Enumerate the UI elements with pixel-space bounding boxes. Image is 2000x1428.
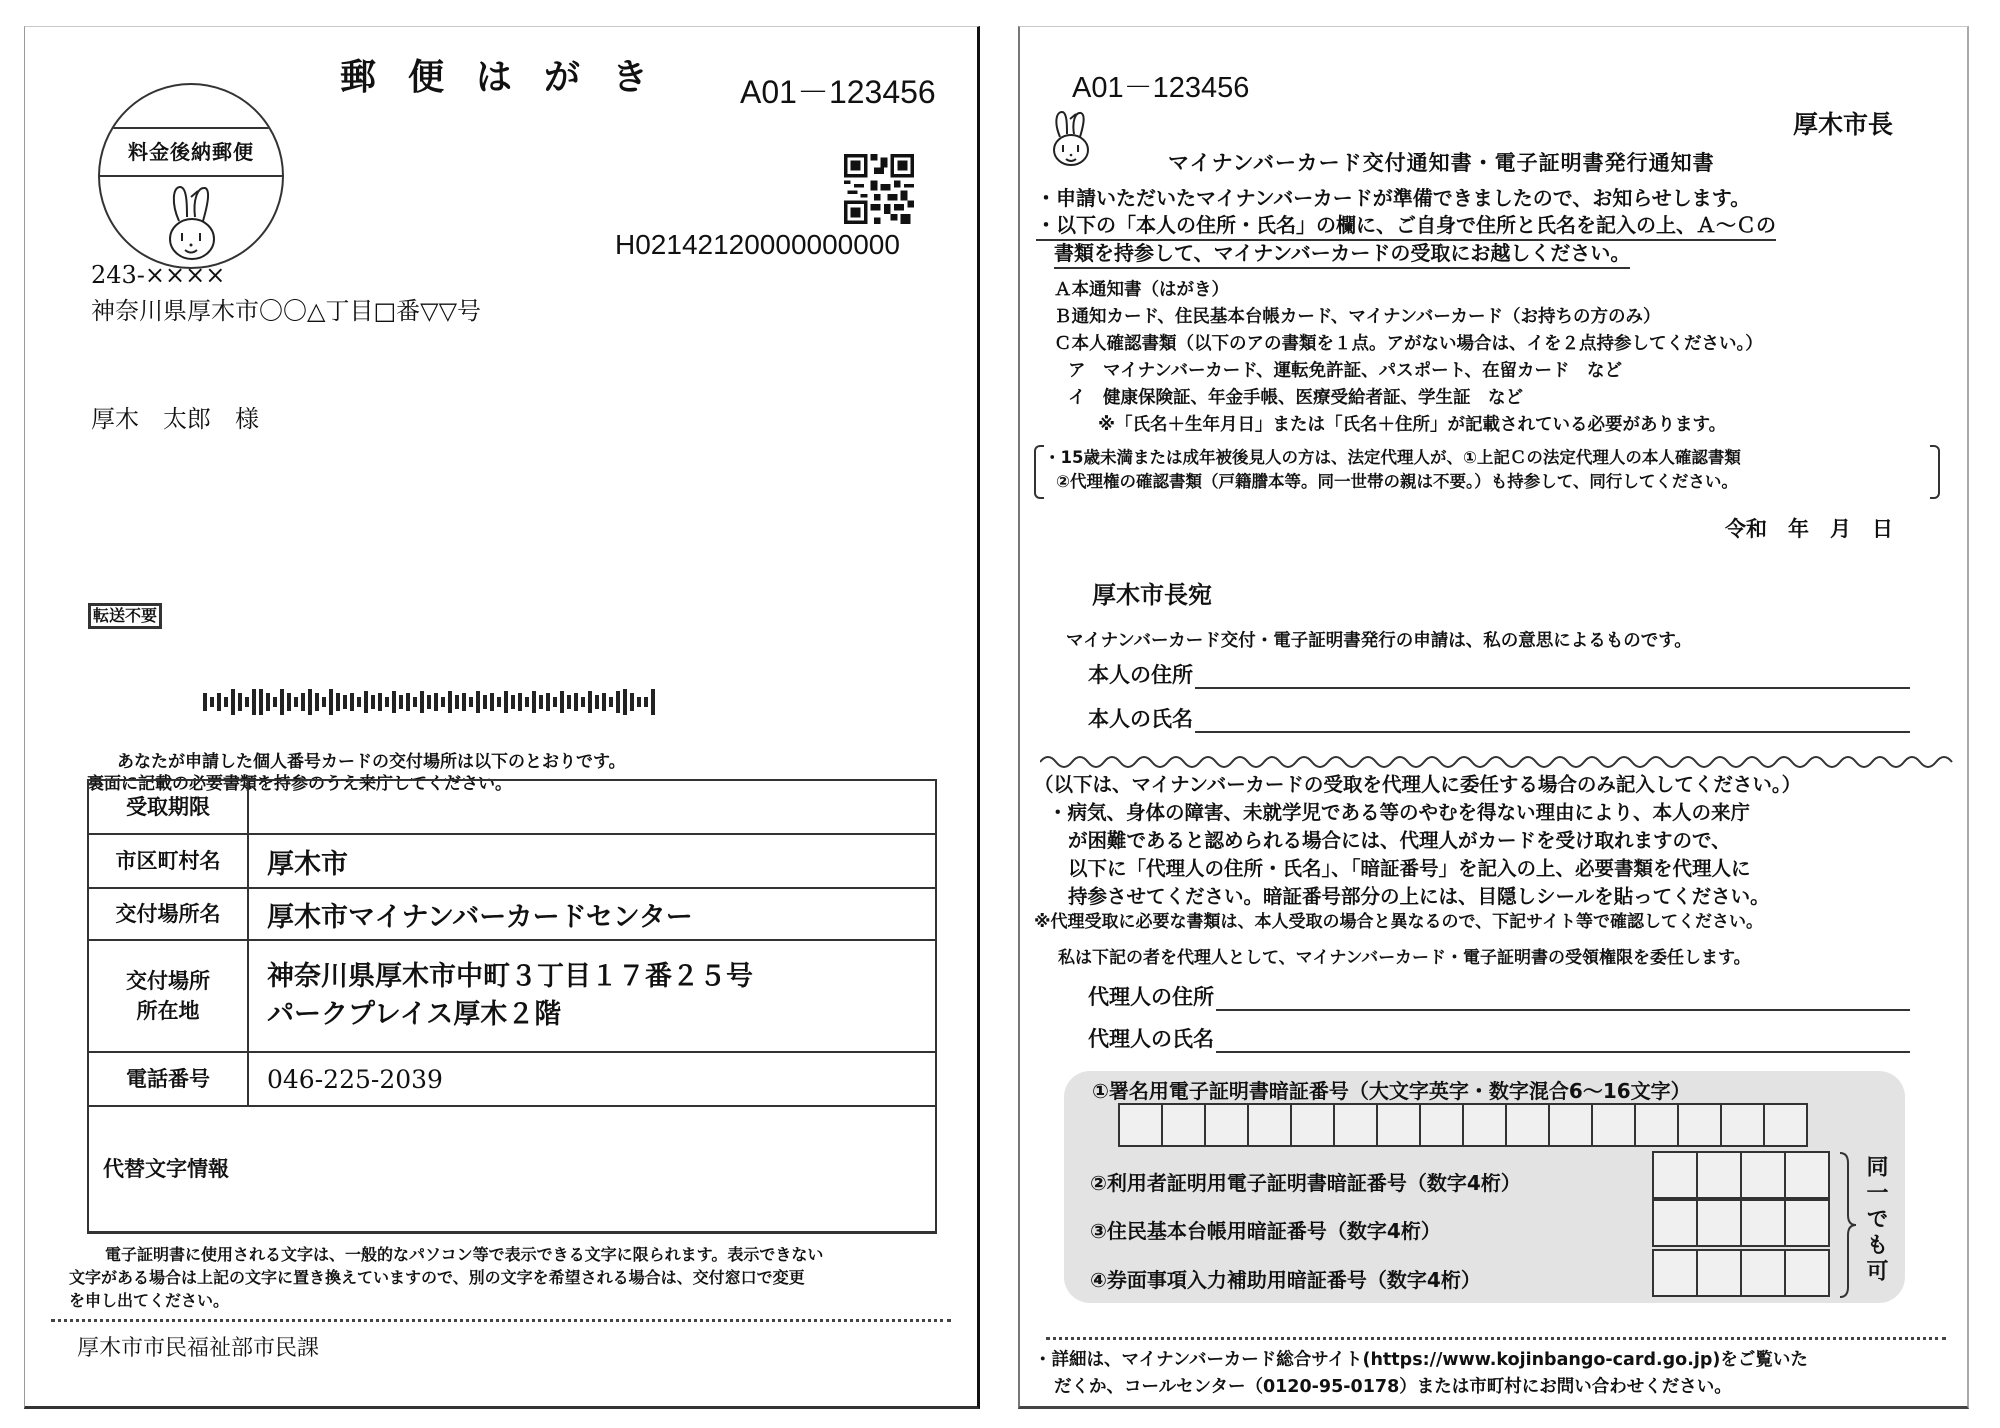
row-label: 受取期限: [88, 780, 248, 834]
address-line: 神奈川県厚木市中町３丁目１７番２５号: [267, 961, 753, 992]
proxy-body-line: 以下に「代理人の住所・氏名」、「暗証番号」を記入の上、必要書類を代理人に: [1068, 857, 1751, 880]
proxy-address-field[interactable]: [1088, 981, 1910, 1011]
table-row: [88, 940, 936, 1052]
table-row: [88, 1106, 936, 1232]
address-line: パークプレイス厚木２階: [267, 999, 562, 1030]
self-address-input-line[interactable]: [1195, 663, 1910, 689]
pin-digit-box[interactable]: [1548, 1103, 1593, 1147]
pin-digit-box[interactable]: [1333, 1103, 1378, 1147]
guardian-note-line-2: ②代理権の確認書類（戸籍謄本等。同一世帯の親は不要。）も持参して、同行してください。: [1056, 472, 1738, 491]
proxy-body-line: 持参させてください。暗証番号部分の上には、目隠しシールを貼ってください。: [1068, 885, 1770, 908]
issue-location-name-value: 厚木市マイナンバーカードセンター: [248, 888, 936, 940]
self-address-field[interactable]: [1088, 659, 1910, 689]
curly-brace-icon: [1838, 1151, 1858, 1299]
proxy-body-line: が困難であると認められる場合には、代理人がカードを受け取れますので、: [1068, 829, 1731, 852]
pin-digit-box[interactable]: [1784, 1151, 1830, 1199]
pin-digit-box[interactable]: [1720, 1103, 1765, 1147]
pin-digit-box[interactable]: [1204, 1103, 1249, 1147]
pin-digit-box[interactable]: [1740, 1249, 1786, 1297]
proxy-name-input-line[interactable]: [1216, 1027, 1910, 1053]
guardian-note-line-1: ・15歳未満または成年被後見人の方は、法定代理人が、①上記Ｃの法定代理人の本人確認書類: [1044, 448, 1741, 467]
proxy-body-line: ・病気、身体の障害、未就学児である等のやむを得ない理由により、本人の来庁: [1048, 801, 1751, 824]
pin-digit-box[interactable]: [1505, 1103, 1550, 1147]
document-title: マイナンバーカード交付通知書・電子証明書発行通知書: [1168, 151, 1715, 175]
tear-line-divider: [51, 1319, 951, 1322]
row-label-line: 所在地: [136, 999, 200, 1023]
tear-line-divider: [1046, 1337, 1946, 1340]
bracket-left: [1034, 445, 1044, 499]
field-label: 本人の氏名: [1088, 707, 1193, 731]
date-line: 令和 年 月 日: [1725, 517, 1893, 541]
notice-line-2: 裏面に記載の必要書類を持参のうえ来庁してください。: [87, 774, 512, 794]
note-line: 文字がある場合は上記の文字に置き換えていますので、別の文字を希望される場合は、交付窓口で変更: [69, 1268, 805, 1287]
table-row: [88, 1052, 936, 1106]
table-row: [88, 834, 936, 888]
row-label: 代替文字情報: [103, 1156, 229, 1181]
proxy-heading: （以下は、マイナンバーカードの受取を代理人に委任する場合のみ記入してください。）: [1034, 773, 1802, 796]
intro-bullet-2: ・以下の「本人の住所・氏名」の欄に、ご自身で住所と氏名を記入の上、Ａ～Ｃの: [1036, 212, 1776, 241]
self-name-field[interactable]: [1088, 703, 1910, 733]
pin-digit-box[interactable]: [1634, 1103, 1679, 1147]
pickup-deadline-value: [248, 780, 936, 834]
table-row: [88, 888, 936, 940]
pin-digit-box[interactable]: [1376, 1103, 1421, 1147]
pin-digit-box[interactable]: [1784, 1249, 1830, 1297]
proxy-note: ※代理受取に必要な書類は、本人受取の場合と異なるので、下記サイト等で確認してください。: [1034, 912, 1763, 932]
pin-digit-box[interactable]: [1763, 1103, 1808, 1147]
pin-digit-box[interactable]: [1652, 1249, 1698, 1297]
self-name-input-line[interactable]: [1195, 707, 1910, 733]
customer-barcode-icon: [203, 687, 655, 717]
pin-code-panel: [1064, 1071, 1905, 1303]
required-doc-c-i: イ 健康保険証、年金手帳、医療受給者証、学生証 など: [1068, 388, 1523, 408]
field-label: 代理人の住所: [1088, 985, 1214, 1009]
note-line: を申し出てください。: [69, 1291, 230, 1310]
proxy-address-input-line[interactable]: [1216, 985, 1910, 1011]
postcard-message-side: [1018, 26, 1969, 1409]
required-doc-a: Ａ本通知書（はがき）: [1054, 280, 1229, 300]
user-auth-pin-boxes[interactable]: [1654, 1151, 1830, 1199]
no-forwarding-label: 転送不要: [88, 603, 162, 629]
pin-digit-box[interactable]: [1696, 1249, 1742, 1297]
postcard-address-side: [24, 26, 980, 1409]
notice-line-1: あなたが申請した個人番号カードの交付場所は以下のとおりです。: [117, 752, 626, 772]
management-code: A01－123456: [740, 74, 936, 110]
municipality-value: 厚木市: [248, 834, 936, 888]
required-doc-b: Ｂ通知カード、住民基本台帳カード、マイナンバーカード（お持ちの方のみ）: [1054, 307, 1661, 327]
guardian-note-box: [1034, 445, 1940, 499]
intro-bullet-1: ・申請いただいたマイナンバーカードが準備できましたので、お知らせします。: [1036, 186, 1751, 210]
proxy-name-field[interactable]: [1088, 1023, 1910, 1053]
signature-pin-label: ①署名用電子証明書暗証番号（大文字英字・数字混合6～16文字）: [1092, 1079, 1691, 1103]
required-doc-c-a: ア マイナンバーカード、運転免許証、パスポート、在留カード など: [1068, 361, 1623, 381]
alternate-character-info: [88, 1106, 936, 1232]
wavy-separator: [1040, 755, 1955, 769]
phone-number-value: 046-225-2039: [248, 1052, 936, 1106]
pin-digit-box[interactable]: [1247, 1103, 1292, 1147]
pin-digit-box[interactable]: [1118, 1103, 1163, 1147]
note-line: 電子証明書に使用される文字は、一般的なパソコン等で表示できる文字に限られます。表示できない: [105, 1245, 824, 1264]
management-code: A01－123456: [1072, 72, 1250, 104]
pin-digit-box[interactable]: [1290, 1103, 1335, 1147]
signature-pin-boxes[interactable]: [1120, 1103, 1808, 1147]
required-documents-list: [1054, 277, 1763, 439]
character-note: [69, 1243, 967, 1312]
delegation-text: 私は下記の者を代理人として、マイナンバーカード・電子証明書の受領権限を委任します。: [1058, 948, 1751, 968]
pin-digit-box[interactable]: [1784, 1199, 1830, 1247]
declaration-text: マイナンバーカード交付・電子証明書発行の申請は、私の意思によるものです。: [1066, 631, 1692, 651]
pin-digit-box[interactable]: [1419, 1103, 1464, 1147]
issuer-name: 厚木市長: [1793, 110, 1894, 139]
user-auth-pin-label: ②利用者証明用電子証明書暗証番号（数字4桁）: [1090, 1171, 1521, 1195]
pin-digit-box[interactable]: [1740, 1199, 1786, 1247]
pin-digit-box[interactable]: [1696, 1199, 1742, 1247]
bracket-right: [1930, 445, 1940, 499]
footer-line-1: ・詳細は、マイナンバーカード総合サイト(https://www.kojinbango-card.go.jp)をご覧いた: [1034, 1350, 1808, 1370]
issue-location-address-value: [248, 940, 936, 1052]
card-info-input-pin-label: ④券面事項入力補助用暗証番号（数字4桁）: [1090, 1268, 1481, 1292]
sender-department: 厚木市市民福祉部市民課: [77, 1336, 320, 1361]
pin-digit-box[interactable]: [1740, 1151, 1786, 1199]
pin-digit-box[interactable]: [1591, 1103, 1636, 1147]
table-row: [88, 780, 936, 834]
intro-bullet-3: 書類を持参して、マイナンバーカードの受取にお越しください。: [1054, 240, 1630, 269]
row-label: [88, 940, 248, 1052]
proxy-conditions: [1048, 799, 1770, 911]
row-label: 市区町村名: [88, 834, 248, 888]
recipient-name: 厚木 太郎 様: [91, 405, 259, 433]
row-label-line: 交付場所: [126, 969, 210, 993]
row-label: 電話番号: [88, 1052, 248, 1106]
addressee: 厚木市長宛: [1092, 580, 1212, 609]
pin-digit-box[interactable]: [1677, 1103, 1722, 1147]
postage-paid-label: 料金後納郵便: [100, 127, 282, 177]
rabbit-mascot-icon: [163, 183, 221, 263]
pin-digit-box[interactable]: [1161, 1103, 1206, 1147]
rabbit-mascot-icon: [1050, 109, 1092, 167]
postal-code: 243-××××: [91, 261, 226, 289]
required-doc-c: Ｃ本人確認書類（以下のアの書類を１点。アがない場合は、イを２点持参してください。）: [1054, 334, 1763, 354]
field-label: 代理人の氏名: [1088, 1027, 1214, 1051]
footer-line-2: だくか、コールセンター（0120-95-0178）または市町村にお問い合わせください。: [1054, 1377, 1732, 1397]
issue-location-table: [87, 779, 937, 1234]
pin-digit-box[interactable]: [1696, 1151, 1742, 1199]
row-label: 交付場所名: [88, 888, 248, 940]
pin-digit-box[interactable]: [1652, 1151, 1698, 1199]
required-doc-note: ※「氏名＋生年月日」または「氏名＋住所」が記載されている必要があります。: [1098, 415, 1727, 435]
pin-digit-box[interactable]: [1462, 1103, 1507, 1147]
postcard-title: 郵便はがき: [340, 57, 681, 98]
qr-code-icon: [844, 153, 914, 225]
resident-registry-pin-label: ③住民基本台帳用暗証番号（数字4桁）: [1090, 1219, 1441, 1243]
delivery-tracking-number: H02142120000000000: [615, 229, 900, 260]
postage-paid-stamp: [98, 83, 284, 269]
field-label: 本人の住所: [1088, 663, 1193, 687]
resident-registry-pin-boxes[interactable]: [1654, 1199, 1830, 1247]
pin-digit-box[interactable]: [1652, 1199, 1698, 1247]
card-info-input-pin-boxes[interactable]: [1654, 1249, 1830, 1297]
same-pin-allowed-note: 同一でも可: [1863, 1155, 1888, 1285]
recipient-address: 神奈川県厚木市〇〇△丁目□番▽▽号: [91, 297, 482, 325]
